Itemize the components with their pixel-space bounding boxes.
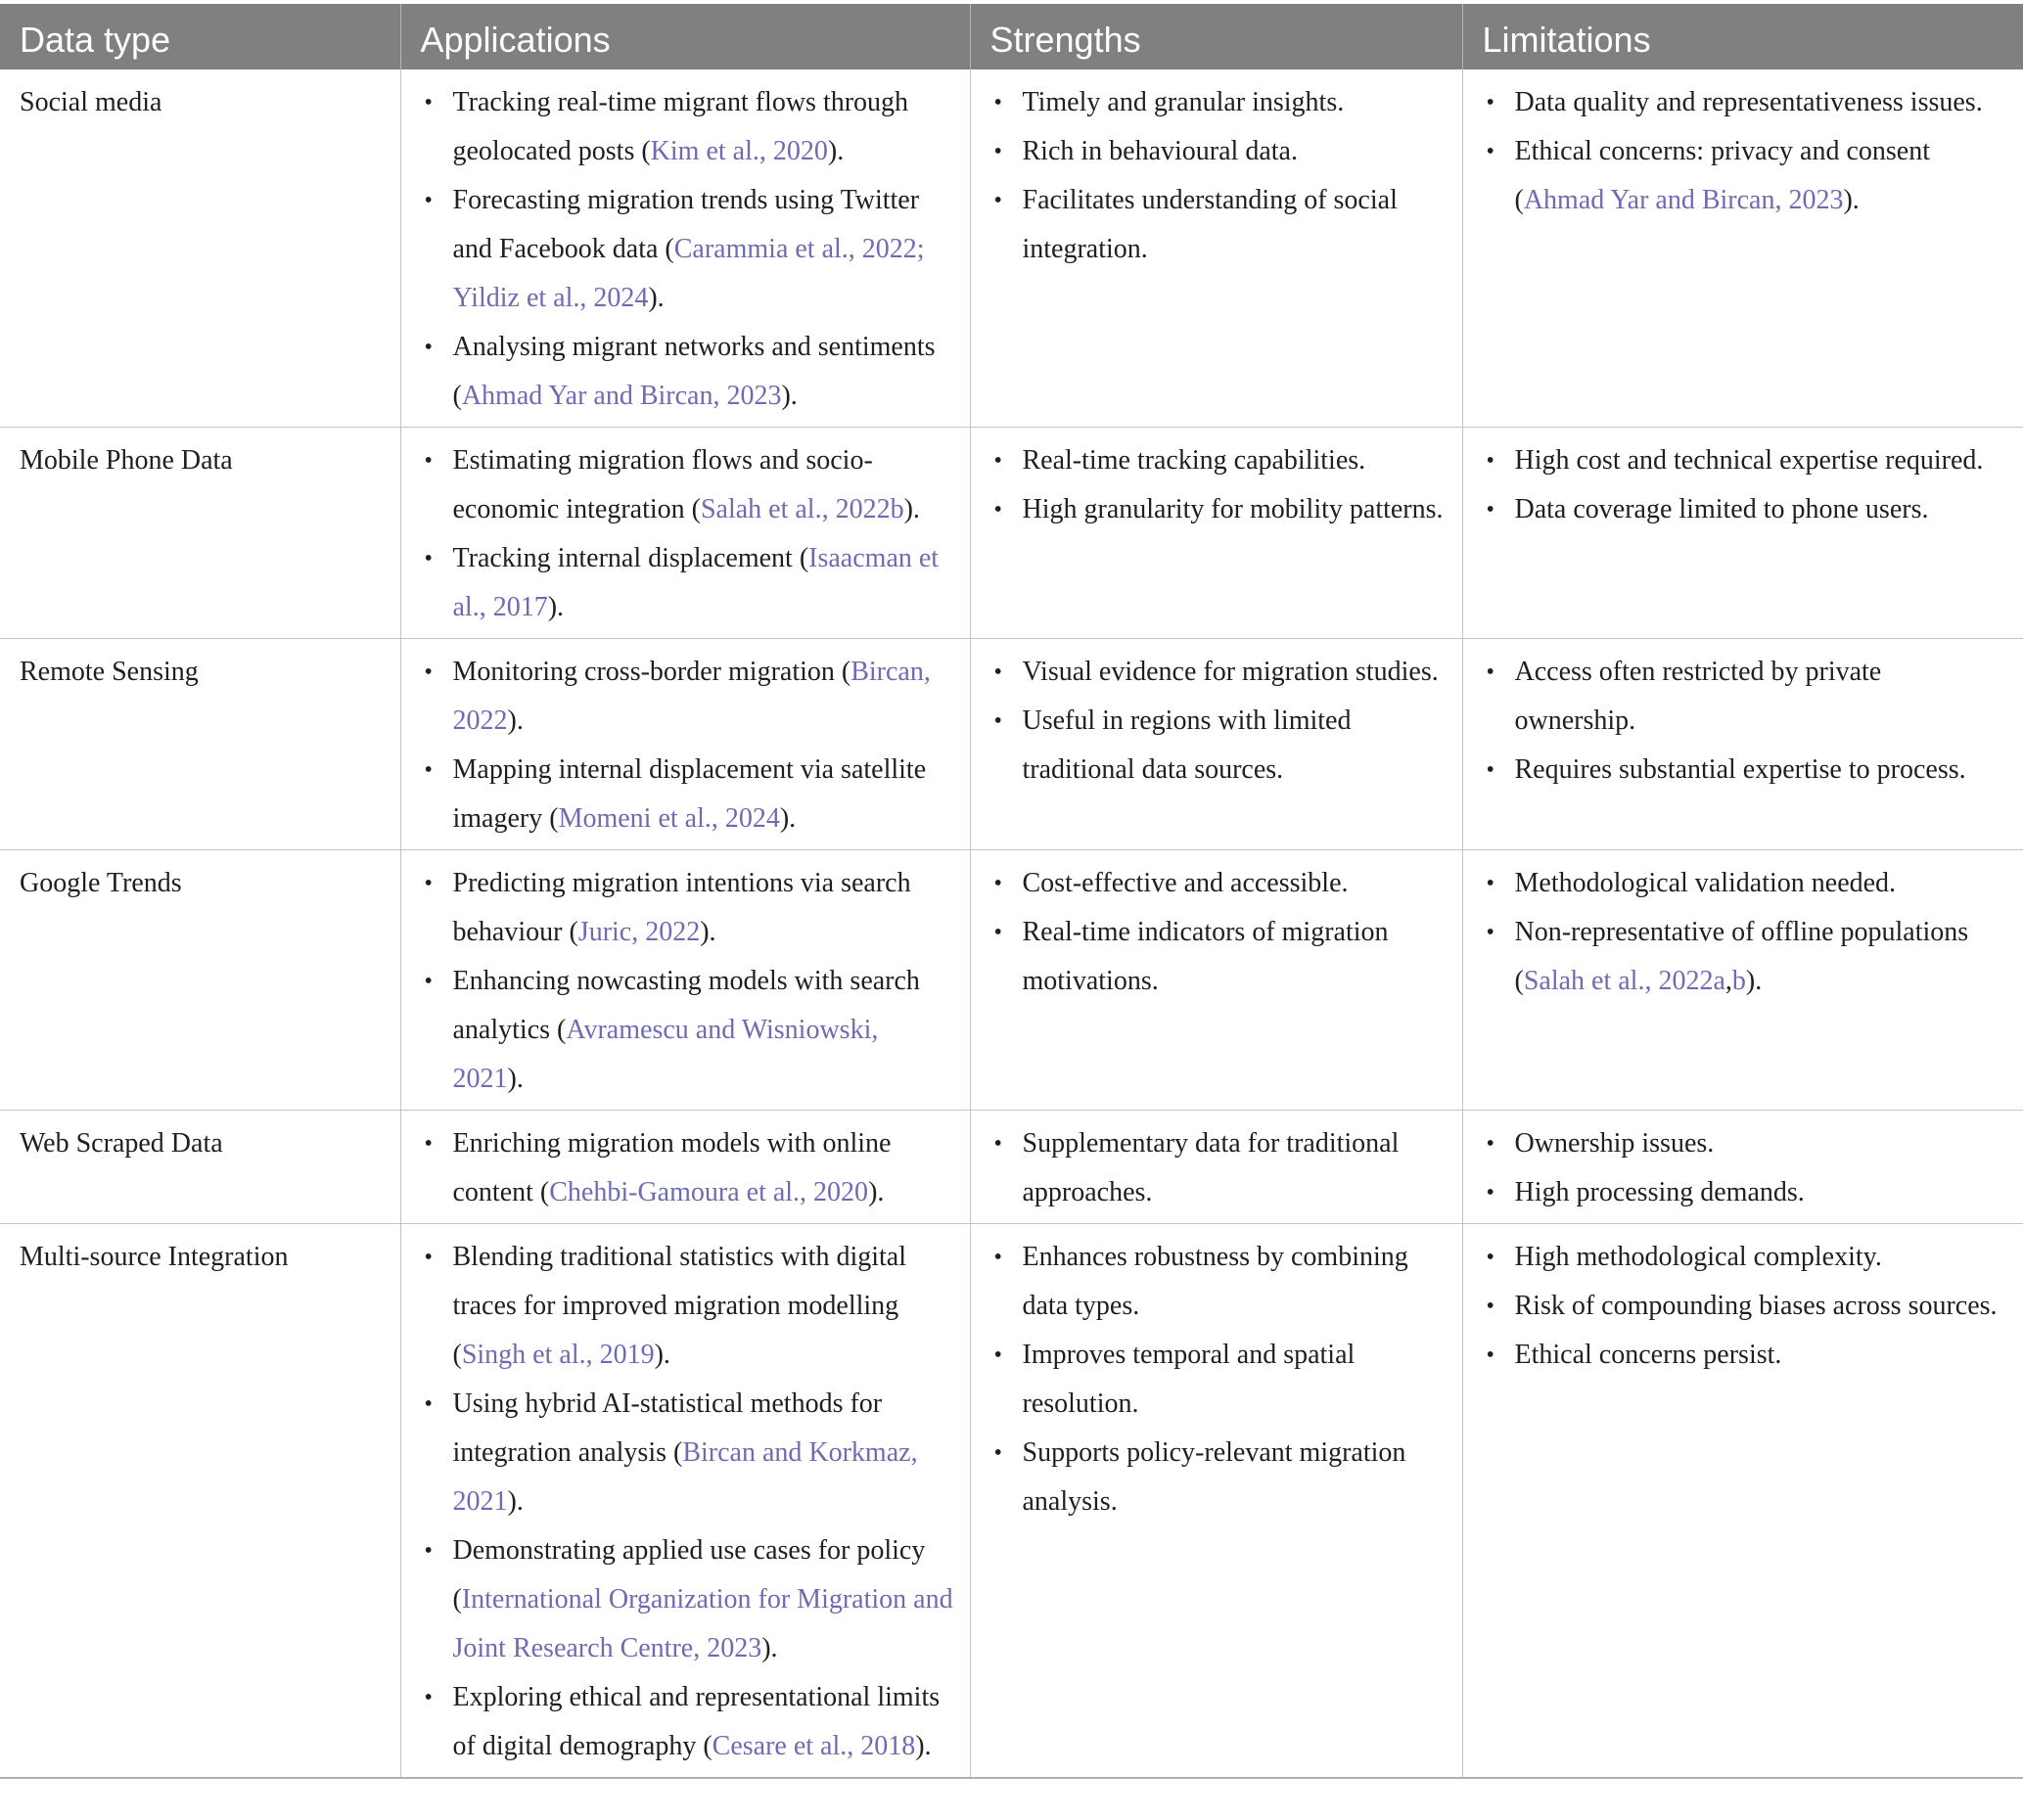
item-text: Useful in regions with limited traditional data sources. <box>1022 705 1352 785</box>
citation-link[interactable]: Carammia et al., 2022; Yildiz et al., 2024 <box>452 234 925 313</box>
item-text: Visual evidence for migration studies. <box>1022 657 1439 687</box>
applications-list <box>421 1119 954 1217</box>
list-item <box>421 1233 954 1380</box>
strengths-cell <box>970 69 1462 428</box>
item-text-suffix: ). <box>779 803 797 834</box>
limitations-cell <box>1462 69 2023 428</box>
item-text: Monitoring cross-border migration ( <box>452 657 851 687</box>
item-text: High processing demands. <box>1514 1177 1805 1207</box>
list-item <box>1483 127 2007 225</box>
list-item <box>990 859 1447 908</box>
list-item <box>1483 1119 2007 1168</box>
citation-link[interactable]: Singh et al., 2019 <box>461 1340 655 1370</box>
list-item <box>990 1331 1447 1429</box>
item-text: Ethical concerns: privacy and consent ( <box>1514 136 1930 215</box>
item-text: Enriching migration models with online content ( <box>452 1128 892 1207</box>
item-text-suffix: ). <box>547 592 565 622</box>
column-header-limitations: Limitations <box>1462 4 2023 69</box>
item-text: Ownership issues. <box>1514 1128 1715 1159</box>
item-text-suffix: ). <box>781 381 798 411</box>
column-header-applications: Applications <box>400 4 970 69</box>
citation-link[interactable]: Momeni et al., 2024 <box>558 803 780 834</box>
citation-link[interactable]: Juric, 2022 <box>577 917 701 947</box>
strengths-list <box>990 859 1447 1006</box>
strengths-list <box>990 648 1447 795</box>
data-type-cell: Google Trends <box>0 850 400 1111</box>
list-item <box>421 1119 954 1217</box>
citation-link[interactable]: Chehbi-Gamoura et al., 2020 <box>549 1177 869 1207</box>
list-item <box>421 323 954 421</box>
item-text: Blending traditional statistics with digital traces for improved migration modelling ( <box>452 1242 907 1370</box>
list-item <box>1483 1282 2007 1331</box>
applications-cell <box>400 1224 970 1779</box>
list-item <box>1483 78 2007 127</box>
citation-link[interactable]: Ahmad Yar and Bircan, 2023 <box>461 381 782 411</box>
strengths-cell <box>970 639 1462 850</box>
citation-link[interactable]: Bircan, 2022 <box>452 657 931 736</box>
item-text: Cost-effective and accessible. <box>1022 868 1349 898</box>
list-item <box>421 1380 954 1526</box>
item-text: Improves temporal and spatial resolution. <box>1022 1340 1356 1419</box>
item-text: Data coverage limited to phone users. <box>1514 494 1929 524</box>
item-text: Tracking real-time migrant flows through geolocated posts ( <box>452 87 909 166</box>
strengths-cell <box>970 1111 1462 1224</box>
list-item <box>990 697 1447 795</box>
item-text-suffix: ). <box>827 136 845 166</box>
list-item <box>1483 436 2007 485</box>
list-item <box>421 1673 954 1771</box>
item-text: Enhancing nowcasting models with search analytics ( <box>452 966 920 1045</box>
list-item <box>421 1526 954 1673</box>
item-text: Risk of compounding biases across sources. <box>1514 1291 1998 1321</box>
list-item <box>990 1119 1447 1217</box>
item-text: Using hybrid AI-statistical methods for integration analysis ( <box>452 1388 883 1468</box>
table-row <box>0 850 2023 1111</box>
applications-list <box>421 436 954 632</box>
item-text: High cost and technical expertise required. <box>1514 445 1984 476</box>
data-type-cell: Remote Sensing <box>0 639 400 850</box>
citation-link[interactable]: International Organization for Migration and Joint Research Centre, 2023 <box>452 1584 953 1663</box>
list-item <box>990 648 1447 697</box>
strengths-list <box>990 436 1447 534</box>
data-type-cell: Mobile Phone Data <box>0 428 400 639</box>
item-text: Predicting migration intentions via search behaviour ( <box>452 868 911 947</box>
item-text: Facilitates understanding of social integration. <box>1022 185 1398 264</box>
header-row <box>0 4 2023 69</box>
item-text: Rich in behavioural data. <box>1022 136 1298 166</box>
item-text-suffix: ). <box>1843 185 1860 215</box>
item-text: Enhances robustness by combining data types. <box>1022 1242 1408 1321</box>
list-item <box>1483 859 2007 908</box>
item-text: Ethical concerns persist. <box>1514 1340 1782 1370</box>
item-text: Analysing migrant networks and sentiments ( <box>452 332 936 411</box>
list-item <box>1483 1233 2007 1282</box>
list-item <box>1483 908 2007 1006</box>
list-item <box>990 78 1447 127</box>
data-type-cell: Multi-source Integration <box>0 1224 400 1779</box>
item-text: Access often restricted by private ownership. <box>1514 657 1882 736</box>
list-item <box>990 908 1447 1006</box>
item-text: Real-time tracking capabilities. <box>1022 445 1366 476</box>
limitations-cell <box>1462 428 2023 639</box>
list-item <box>1483 648 2007 746</box>
list-item <box>421 176 954 323</box>
limitations-cell <box>1462 850 2023 1111</box>
data-type-cell: Web Scraped Data <box>0 1111 400 1224</box>
limitations-list <box>1483 78 2007 225</box>
column-header-strengths: Strengths <box>970 4 1462 69</box>
list-item <box>990 485 1447 534</box>
item-text-suffix: ). <box>700 917 716 947</box>
item-text-suffix: ). <box>868 1177 885 1207</box>
strengths-list <box>990 1233 1447 1526</box>
applications-list <box>421 78 954 421</box>
data-type-cell: Social media <box>0 69 400 428</box>
item-text: Methodological validation needed. <box>1514 868 1897 898</box>
item-text: Demonstrating applied use cases for policy ( <box>452 1535 926 1615</box>
list-item <box>990 1429 1447 1526</box>
list-item <box>990 436 1447 485</box>
item-text-suffix: ). <box>1745 966 1763 996</box>
item-text: Tracking internal displacement ( <box>452 543 809 573</box>
table-row <box>0 69 2023 428</box>
citation-link[interactable]: Salah et al., 2022b <box>700 494 904 524</box>
item-text: Forecasting migration trends using Twitter and Facebook data ( <box>452 185 920 264</box>
limitations-cell <box>1462 1224 2023 1779</box>
list-item <box>421 859 954 957</box>
list-item <box>1483 746 2007 795</box>
item-text: Data quality and representativeness issues. <box>1514 87 1983 117</box>
strengths-cell <box>970 1224 1462 1779</box>
citation-link[interactable]: Avramescu and Wisniowski, 2021 <box>452 1015 879 1094</box>
list-item <box>421 436 954 534</box>
list-item <box>1483 1331 2007 1380</box>
list-item <box>421 534 954 632</box>
limitations-cell <box>1462 1111 2023 1224</box>
list-item <box>421 78 954 176</box>
applications-cell <box>400 428 970 639</box>
item-text: Requires substantial expertise to process. <box>1514 754 1966 785</box>
item-text-suffix: , <box>1724 966 1732 996</box>
applications-cell <box>400 69 970 428</box>
list-item <box>990 1233 1447 1331</box>
item-text-suffix: ). <box>648 283 665 313</box>
list-item <box>1483 1168 2007 1217</box>
item-text: Real-time indicators of migration motivations. <box>1022 917 1389 996</box>
strengths-list <box>990 1119 1447 1217</box>
strengths-cell <box>970 850 1462 1111</box>
item-text-suffix: ). <box>903 494 920 524</box>
table-row <box>0 639 2023 850</box>
table-row <box>0 1224 2023 1779</box>
citation-link[interactable]: Kim et al., 2020 <box>650 136 828 166</box>
item-text-suffix: ). <box>507 1064 524 1094</box>
citation-link[interactable]: Salah et al., 2022a <box>1523 966 1725 996</box>
item-text: Mapping internal displacement via satellite imagery ( <box>452 754 927 834</box>
limitations-list <box>1483 859 2007 1006</box>
applications-list <box>421 648 954 843</box>
table-header <box>0 4 2023 69</box>
item-text-suffix: ). <box>915 1731 932 1761</box>
table-row <box>0 1111 2023 1224</box>
item-text-suffix: ). <box>761 1633 778 1663</box>
limitations-list <box>1483 1119 2007 1217</box>
item-text-suffix: ). <box>507 705 524 736</box>
citation-link[interactable]: Cesare et al., 2018 <box>712 1731 916 1761</box>
applications-list <box>421 1233 954 1771</box>
item-text-suffix: ). <box>654 1340 670 1370</box>
column-header-data-type: Data type <box>0 4 400 69</box>
item-text: Timely and granular insights. <box>1022 87 1345 117</box>
applications-list <box>421 859 954 1104</box>
item-text-suffix: ). <box>507 1486 524 1517</box>
strengths-list <box>990 78 1447 274</box>
applications-cell <box>400 850 970 1111</box>
item-text: Supplementary data for traditional approaches. <box>1022 1128 1400 1207</box>
comparison-table <box>0 4 2023 1779</box>
applications-cell <box>400 1111 970 1224</box>
item-text: Supports policy-relevant migration analysis. <box>1022 1437 1406 1517</box>
limitations-list <box>1483 436 2007 534</box>
limitations-cell <box>1462 639 2023 850</box>
list-item <box>421 957 954 1104</box>
item-text: Estimating migration flows and socio-economic integration ( <box>452 445 873 524</box>
item-text: High granularity for mobility patterns. <box>1022 494 1444 524</box>
table-body <box>0 69 2023 1778</box>
list-item <box>990 176 1447 274</box>
item-text: Exploring ethical and representational limits of digital demography ( <box>452 1682 941 1761</box>
item-text: Non-representative of offline populations ( <box>1514 917 1969 996</box>
limitations-list <box>1483 1233 2007 1380</box>
list-item <box>990 127 1447 176</box>
table-row <box>0 428 2023 639</box>
item-text: High methodological complexity. <box>1514 1242 1882 1272</box>
citation-link[interactable]: Isaacman et al., 2017 <box>452 543 940 622</box>
strengths-cell <box>970 428 1462 639</box>
list-item <box>421 746 954 843</box>
citation-link[interactable]: Ahmad Yar and Bircan, 2023 <box>1523 185 1844 215</box>
list-item <box>421 648 954 746</box>
citation-link[interactable]: Bircan and Korkmaz, 2021 <box>452 1437 918 1517</box>
list-item <box>1483 485 2007 534</box>
limitations-list <box>1483 648 2007 795</box>
applications-cell <box>400 639 970 850</box>
citation-link[interactable]: b <box>1731 966 1746 996</box>
